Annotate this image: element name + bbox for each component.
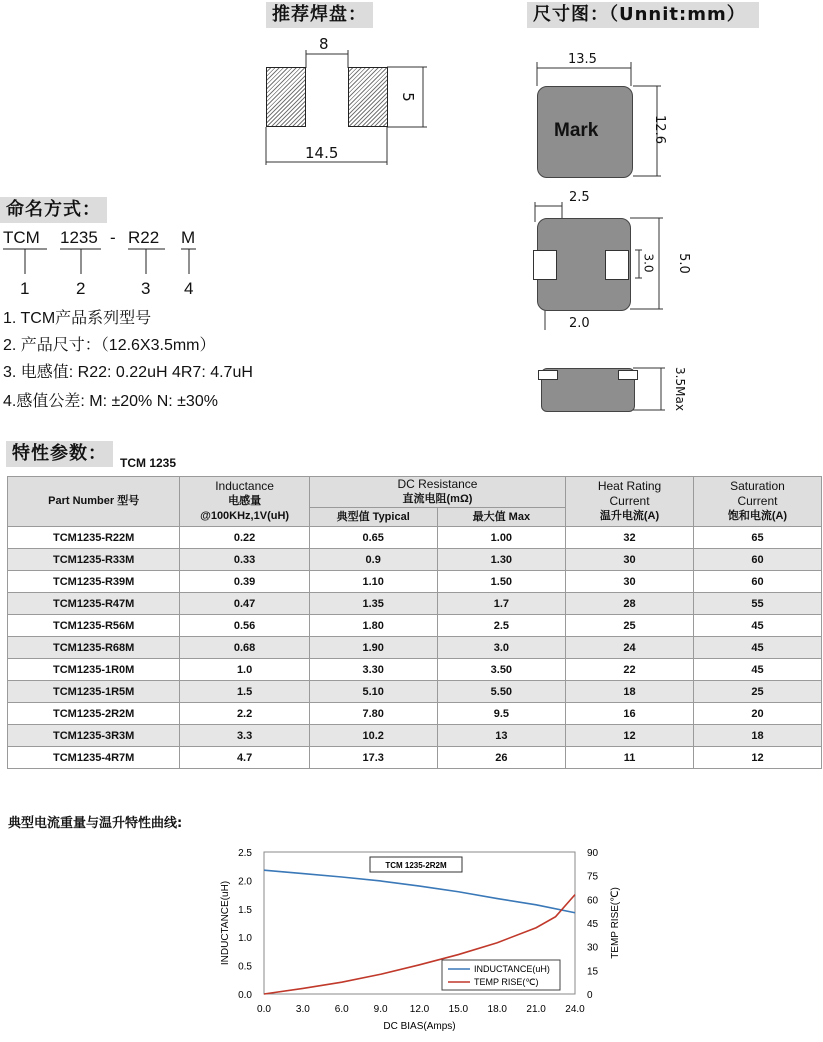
naming-part-value: R22 bbox=[128, 228, 160, 247]
y2-tick-label: 0 bbox=[587, 990, 593, 1001]
cell-inductance: 2.2 bbox=[180, 703, 309, 725]
th-sat-en2: Current bbox=[737, 494, 778, 508]
cell-part: TCM1235-R47M bbox=[8, 593, 180, 615]
table-row bbox=[8, 549, 822, 571]
table-row bbox=[8, 681, 822, 703]
table-row bbox=[8, 703, 822, 725]
dim-2-0-label: 2.0 bbox=[569, 316, 590, 331]
cell-dcr-typ: 17.3 bbox=[309, 747, 437, 769]
cell-dcr-max: 5.50 bbox=[437, 681, 566, 703]
dims-header: 尺寸图：（Unnit:mm） bbox=[527, 2, 759, 28]
naming-num-4: 4 bbox=[184, 279, 194, 298]
th-heat bbox=[566, 477, 694, 527]
cell-dcr-typ: 5.10 bbox=[309, 681, 437, 703]
x-tick-label: 21.0 bbox=[526, 1004, 546, 1015]
cell-heat: 16 bbox=[566, 703, 694, 725]
cell-sat: 55 bbox=[693, 593, 821, 615]
y-tick-label: 2.0 bbox=[238, 876, 252, 888]
table-row bbox=[8, 615, 822, 637]
naming-part-tol: M bbox=[181, 228, 196, 247]
naming-line-2: 2. 产品尺寸：（12.6X3.5mm） bbox=[3, 337, 216, 354]
th-typ: 典型值 Typical bbox=[309, 508, 437, 527]
th-sat bbox=[693, 477, 821, 527]
cell-dcr-typ: 1.90 bbox=[309, 637, 437, 659]
terminal-right bbox=[605, 250, 629, 280]
y-tick-label: 0.5 bbox=[238, 961, 252, 973]
cell-inductance: 3.3 bbox=[180, 725, 309, 747]
th-dcr bbox=[309, 477, 565, 508]
th-sat-en: Saturation bbox=[730, 479, 785, 493]
naming-line-3: 3. 电感值: R22: 0.22uH 4R7: 4.7uH bbox=[3, 364, 253, 381]
naming-part-dash: - bbox=[110, 228, 116, 247]
bottom-view-drawing bbox=[525, 190, 695, 330]
naming-line-1: 1. TCM产品系列型号 bbox=[3, 310, 152, 327]
cell-part: TCM1235-1R0M bbox=[8, 659, 180, 681]
pad-header: 推荐焊盘： bbox=[266, 2, 373, 28]
naming-connectors bbox=[0, 246, 200, 276]
mark-label: Mark bbox=[554, 120, 599, 141]
cell-part: TCM1235-1R5M bbox=[8, 681, 180, 703]
cell-dcr-max: 1.50 bbox=[437, 571, 566, 593]
x-tick-label: 0.0 bbox=[257, 1004, 271, 1015]
y2-tick-label: 15 bbox=[587, 966, 599, 978]
cell-inductance: 0.56 bbox=[180, 615, 309, 637]
naming-header: 命名方式： bbox=[0, 197, 107, 223]
cell-heat: 30 bbox=[566, 549, 694, 571]
legend-label: INDUCTANCE(uH) bbox=[474, 964, 550, 974]
th-inductance bbox=[180, 477, 309, 527]
cell-dcr-typ: 7.80 bbox=[309, 703, 437, 725]
cell-inductance: 1.0 bbox=[180, 659, 309, 681]
table-row bbox=[8, 747, 822, 769]
x-axis-label: DC BIAS(Amps) bbox=[383, 1021, 456, 1032]
cell-heat: 32 bbox=[566, 527, 694, 549]
cell-part: TCM1235-4R7M bbox=[8, 747, 180, 769]
x-tick-label: 12.0 bbox=[409, 1004, 430, 1015]
cell-inductance: 0.47 bbox=[180, 593, 309, 615]
naming-num-3: 3 bbox=[141, 279, 151, 298]
pad-gap-label: 8 bbox=[319, 35, 329, 53]
cell-sat: 25 bbox=[693, 681, 821, 703]
pad-left bbox=[266, 67, 306, 127]
naming-num-2: 2 bbox=[76, 279, 86, 298]
th-dcr-en: DC Resistance bbox=[397, 477, 478, 491]
naming-line-4: 4.感值公差: M: ±20% N: ±30% bbox=[3, 393, 218, 410]
cell-dcr-max: 1.7 bbox=[437, 593, 566, 615]
x-tick-label: 3.0 bbox=[295, 1004, 310, 1015]
cell-heat: 11 bbox=[566, 747, 694, 769]
y2-tick-label: 30 bbox=[587, 942, 599, 954]
table-row bbox=[8, 593, 822, 615]
y2-tick-label: 75 bbox=[587, 871, 599, 883]
side-terminal-left bbox=[538, 370, 558, 380]
cell-inductance: 1.5 bbox=[180, 681, 309, 703]
cell-sat: 65 bbox=[693, 527, 821, 549]
cell-heat: 18 bbox=[566, 681, 694, 703]
x-tick-label: 18.0 bbox=[487, 1004, 507, 1015]
curve-header: 典型电流重量与温升特性曲线: bbox=[8, 816, 183, 831]
cell-part: TCM1235-R39M bbox=[8, 571, 180, 593]
cell-dcr-max: 1.00 bbox=[437, 527, 566, 549]
cell-heat: 24 bbox=[566, 637, 694, 659]
x-tick-label: 24.0 bbox=[565, 1004, 585, 1015]
cell-inductance: 0.68 bbox=[180, 637, 309, 659]
th-ind-en: Inductance bbox=[215, 479, 274, 493]
y2-axis-label: TEMP RISE(℃) bbox=[610, 887, 621, 959]
cell-dcr-typ: 10.2 bbox=[309, 725, 437, 747]
th-ind-cond: @100KHz,1V(uH) bbox=[200, 510, 290, 522]
naming-num-1: 1 bbox=[20, 279, 30, 298]
pad-right bbox=[348, 67, 388, 127]
y2-tick-label: 45 bbox=[587, 919, 599, 930]
cell-inductance: 4.7 bbox=[180, 747, 309, 769]
table-row bbox=[8, 571, 822, 593]
legend-label: TEMP RISE(℃) bbox=[474, 977, 539, 987]
cell-inductance: 0.33 bbox=[180, 549, 309, 571]
cell-part: TCM1235-R22M bbox=[8, 527, 180, 549]
cell-heat: 12 bbox=[566, 725, 694, 747]
th-part: Part Number 型号 bbox=[8, 477, 180, 527]
spec-table bbox=[7, 476, 822, 769]
y-tick-label: 0.0 bbox=[238, 990, 252, 1001]
y2-tick-label: 60 bbox=[587, 895, 599, 907]
y-tick-label: 2.5 bbox=[238, 848, 252, 859]
naming-part-series: TCM bbox=[3, 228, 40, 247]
th-max: 最大值 Max bbox=[437, 508, 566, 527]
pad-drawing bbox=[255, 30, 435, 170]
top-height-label: 12.6 bbox=[651, 115, 667, 144]
top-view-drawing bbox=[525, 48, 675, 188]
specs-model: TCM 1235 bbox=[120, 456, 177, 470]
x-tick-label: 6.0 bbox=[334, 1004, 349, 1015]
cell-dcr-typ: 1.35 bbox=[309, 593, 437, 615]
y-tick-label: 1.0 bbox=[238, 933, 252, 945]
cell-dcr-max: 13 bbox=[437, 725, 566, 747]
cell-sat: 12 bbox=[693, 747, 821, 769]
inductance-temp-chart bbox=[200, 840, 630, 1040]
th-sat-cn: 饱和电流(A) bbox=[727, 510, 788, 522]
cell-part: TCM1235-3R3M bbox=[8, 725, 180, 747]
cell-heat: 22 bbox=[566, 659, 694, 681]
th-heat-cn: 温升电流(A) bbox=[599, 510, 660, 522]
th-heat-en2: Current bbox=[609, 494, 650, 508]
pad-height-label: 5 bbox=[398, 92, 417, 102]
th-dcr-cn: 直流电阻(mΩ) bbox=[402, 493, 473, 505]
side-view-drawing bbox=[525, 360, 695, 420]
th-ind-cn: 电感量 bbox=[228, 495, 262, 507]
terminal-left bbox=[533, 250, 557, 280]
table-row bbox=[8, 527, 822, 549]
chart-title: TCM 1235-2R2M bbox=[385, 861, 447, 870]
cell-dcr-typ: 3.30 bbox=[309, 659, 437, 681]
cell-part: TCM1235-R68M bbox=[8, 637, 180, 659]
naming-part-size: 1235 bbox=[60, 228, 98, 247]
y-tick-label: 1.5 bbox=[238, 904, 252, 916]
cell-dcr-typ: 1.80 bbox=[309, 615, 437, 637]
table-row bbox=[8, 725, 822, 747]
cell-heat: 28 bbox=[566, 593, 694, 615]
side-terminal-right bbox=[618, 370, 638, 380]
th-heat-en: Heat Rating bbox=[597, 479, 662, 493]
cell-sat: 18 bbox=[693, 725, 821, 747]
cell-dcr-max: 1.30 bbox=[437, 549, 566, 571]
height-max-label: 3.5Max bbox=[672, 367, 687, 411]
cell-sat: 45 bbox=[693, 637, 821, 659]
cell-dcr-typ: 1.10 bbox=[309, 571, 437, 593]
cell-inductance: 0.39 bbox=[180, 571, 309, 593]
cell-heat: 30 bbox=[566, 571, 694, 593]
cell-dcr-max: 26 bbox=[437, 747, 566, 769]
cell-sat: 20 bbox=[693, 703, 821, 725]
pad-width-label: 14.5 bbox=[305, 144, 339, 162]
x-tick-label: 9.0 bbox=[373, 1004, 388, 1015]
x-tick-label: 15.0 bbox=[448, 1004, 469, 1015]
specs-header: 特性参数： bbox=[6, 441, 113, 467]
cell-dcr-max: 3.50 bbox=[437, 659, 566, 681]
y2-tick-label: 90 bbox=[587, 848, 599, 859]
cell-dcr-typ: 0.9 bbox=[309, 549, 437, 571]
cell-dcr-typ: 0.65 bbox=[309, 527, 437, 549]
table-row bbox=[8, 659, 822, 681]
dim-3-0-label: 3.0 bbox=[641, 253, 656, 273]
cell-sat: 45 bbox=[693, 659, 821, 681]
cell-sat: 45 bbox=[693, 615, 821, 637]
cell-inductance: 0.22 bbox=[180, 527, 309, 549]
cell-part: TCM1235-R33M bbox=[8, 549, 180, 571]
table-row bbox=[8, 637, 822, 659]
dim-2-5-label: 2.5 bbox=[569, 190, 590, 205]
dim-5-0-label: 5.0 bbox=[675, 253, 691, 274]
cell-heat: 25 bbox=[566, 615, 694, 637]
cell-dcr-max: 2.5 bbox=[437, 615, 566, 637]
cell-part: TCM1235-2R2M bbox=[8, 703, 180, 725]
cell-sat: 60 bbox=[693, 571, 821, 593]
cell-dcr-max: 3.0 bbox=[437, 637, 566, 659]
y-axis-label: INDUCTANCE(uH) bbox=[220, 880, 231, 966]
cell-part: TCM1235-R56M bbox=[8, 615, 180, 637]
cell-dcr-max: 9.5 bbox=[437, 703, 566, 725]
top-width-label: 13.5 bbox=[568, 52, 597, 67]
cell-sat: 60 bbox=[693, 549, 821, 571]
